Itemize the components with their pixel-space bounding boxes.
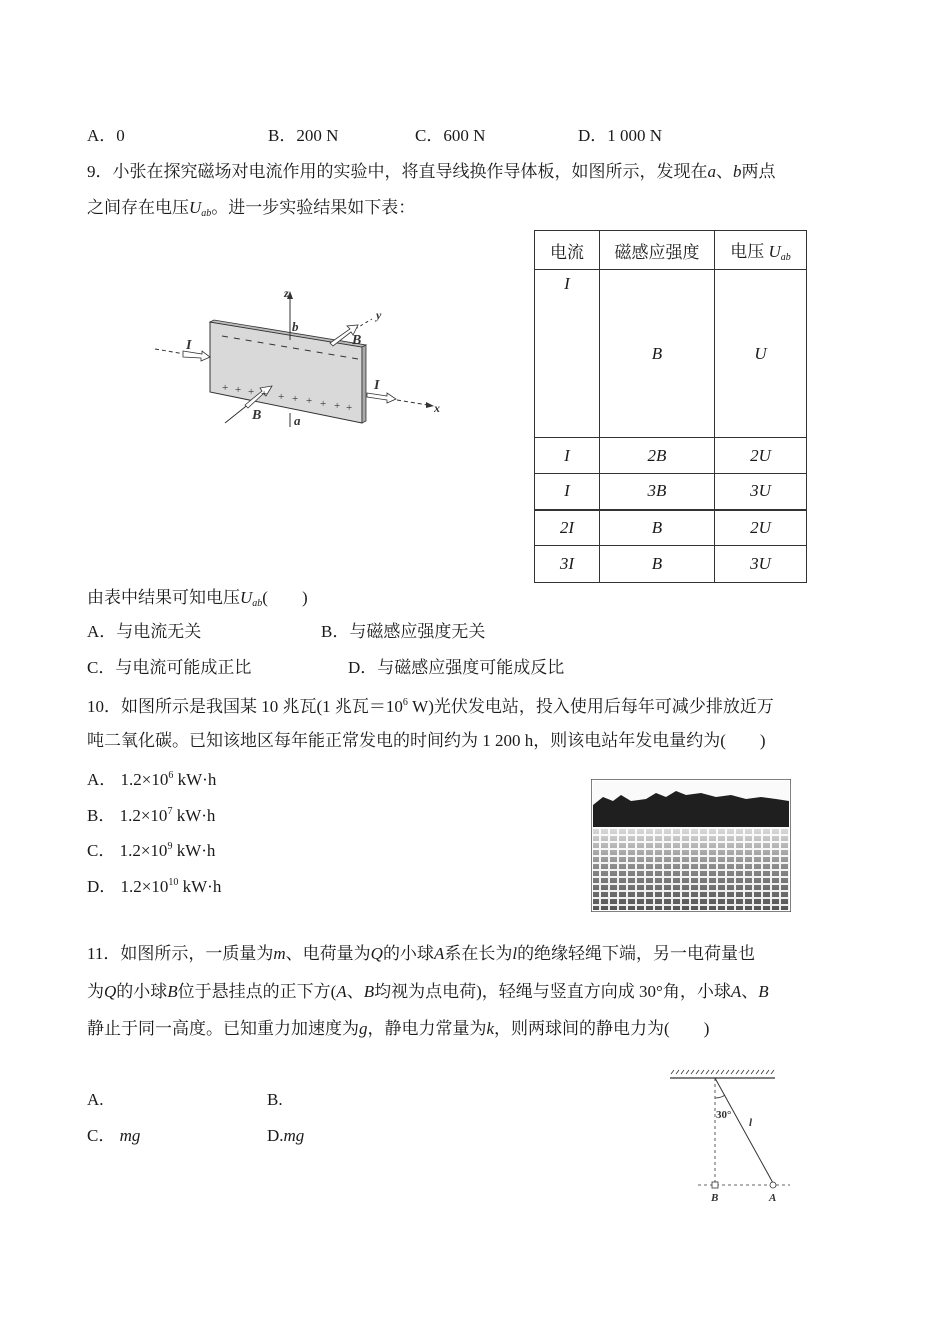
cell-current: I	[535, 474, 600, 510]
q11-option-b: B.	[267, 1090, 283, 1109]
table-row	[535, 438, 807, 474]
q8-option-d: D．1 000 N	[578, 126, 663, 145]
q9-text: 由表中结果可知电压	[87, 588, 240, 607]
q9-var-U: U	[189, 198, 202, 217]
ball-B-label: B	[711, 1192, 719, 1204]
svg-text:+: +	[292, 393, 299, 405]
q11-stem-line1: 11．如图所示，一质量为m、电荷量为Q的小球A系在长为l的绝缘轻绳下端，另一电荷量也	[87, 944, 756, 963]
angle-label: 30°	[716, 1109, 732, 1121]
q8-option-a: A．0	[87, 126, 125, 145]
table-row	[535, 474, 807, 510]
q10-stem-line2: 吨二氧化碳。已知该地区每年能正常发电的时间约为 1 200 h，则该电站年发电量约为( )	[87, 731, 766, 750]
q10-text: W)光伏发电站，投入使用后每年可减少排放近万	[407, 697, 774, 716]
header-current: 电流	[535, 231, 600, 270]
cell-voltage: 2U	[715, 438, 807, 474]
cell-current: I	[535, 438, 600, 474]
svg-text:+: +	[320, 398, 327, 410]
cell-field: B	[600, 546, 715, 583]
q11-option-c: C． mg	[87, 1126, 141, 1145]
label-B-top: B	[352, 333, 362, 348]
q11-option-a: A.	[87, 1090, 104, 1109]
q9-option-c: C．与电流可能成正比	[87, 658, 252, 677]
q9-text: 9．小张在探究磁场对电流作用的实验中，将直导线换作导体板，如图所示，发现在	[87, 162, 708, 181]
label-x: x	[434, 401, 440, 415]
cell-current: 2I	[535, 510, 600, 546]
label-b: b	[292, 319, 299, 334]
pendulum-figure	[665, 1068, 790, 1208]
table-row	[535, 510, 807, 546]
svg-text:+: +	[278, 391, 285, 403]
label-a: a	[294, 413, 301, 428]
header-magnetic-field: 磁感应强度	[600, 231, 715, 270]
header-voltage: 电压 $U_{ab}$	[715, 231, 807, 270]
cell-field: 3B	[600, 474, 715, 510]
solar-farm-photo	[591, 779, 791, 912]
label-I-left: I	[186, 338, 192, 353]
cell-voltage: 3U	[715, 474, 807, 510]
svg-text:+: +	[235, 384, 242, 396]
q9-option-a: A．与电流无关	[87, 622, 202, 641]
cell-field: B	[600, 270, 715, 438]
length-label: l	[749, 1117, 753, 1129]
svg-text:+: +	[222, 382, 229, 394]
svg-text:+: +	[261, 388, 268, 400]
q9-option-d: D．与磁感应强度可能成反比	[348, 658, 565, 677]
cell-current: I	[535, 270, 600, 438]
svg-text:+: +	[306, 395, 313, 407]
table-header-row	[535, 231, 807, 270]
table-row	[535, 546, 807, 583]
ball-A-label: A	[769, 1192, 777, 1204]
q10-text: 10．如图所示是我国某 10 兆瓦(1 兆瓦＝10	[87, 697, 403, 716]
q9-sub-ab: ab	[201, 208, 212, 219]
conductor-plate-figure	[150, 285, 450, 430]
q10-stem-line1	[87, 691, 774, 719]
q9-text: 之间存在电压	[87, 198, 189, 217]
q9-results-table	[534, 230, 807, 583]
q9-sep: 、	[716, 162, 733, 181]
cell-current: 3I	[535, 546, 600, 583]
label-B-bottom: B	[252, 408, 262, 423]
svg-text:+: +	[346, 402, 353, 414]
cell-voltage: 2U	[715, 510, 807, 546]
q10-option-a: A． $1.2\times 10^6$ kW·h	[87, 770, 217, 789]
q9-var-U: U	[240, 588, 253, 607]
svg-text:+: +	[248, 386, 255, 398]
answer-blank: ( )	[262, 588, 308, 607]
q10-option-d: D． $1.2\times 10^{10}$ kW·h	[87, 877, 222, 896]
q11-option-d: D.mg	[267, 1126, 305, 1145]
cell-field: 2B	[600, 438, 715, 474]
q10-exponent: 6	[402, 697, 408, 708]
svg-text:+: +	[334, 400, 341, 412]
q11-stem-line3: 静止于同一高度。已知重力加速度为g，静电力常量为k，则两球间的静电力为( )	[87, 1019, 710, 1038]
cell-voltage: 3U	[715, 546, 807, 583]
cell-voltage: U	[715, 270, 807, 438]
q9-sub-ab: ab	[252, 598, 263, 609]
q8-option-c: C．600 N	[415, 126, 486, 145]
q11-stem-line2: 为Q的小球B位于悬挂点的正下方(A、B均视为点电荷)，轻绳与竖直方向成 30°角，小球A、B	[87, 982, 769, 1001]
q9-option-b: B．与磁感应强度无关	[321, 622, 486, 641]
q9-text: 。进一步实验结果如下表：	[211, 198, 416, 217]
cell-field: B	[600, 510, 715, 546]
q9-text: 两点	[741, 162, 776, 181]
table-row	[535, 270, 807, 438]
q10-option-c: C． $1.2\times 10^9$ kW·h	[87, 841, 216, 860]
label-y: y	[376, 308, 382, 322]
q9-stem-line1	[87, 160, 776, 184]
label-I-right: I	[374, 378, 380, 393]
q9-var-b: b	[733, 162, 742, 181]
q10-option-b: B． $1.2\times 10^7$ kW·h	[87, 806, 216, 825]
q8-option-b: B．200 N	[268, 126, 339, 145]
q9-var-a: a	[707, 162, 716, 181]
q9-stem-line2	[87, 196, 415, 226]
label-z: z	[284, 286, 289, 300]
q9-conclusion	[87, 586, 308, 616]
